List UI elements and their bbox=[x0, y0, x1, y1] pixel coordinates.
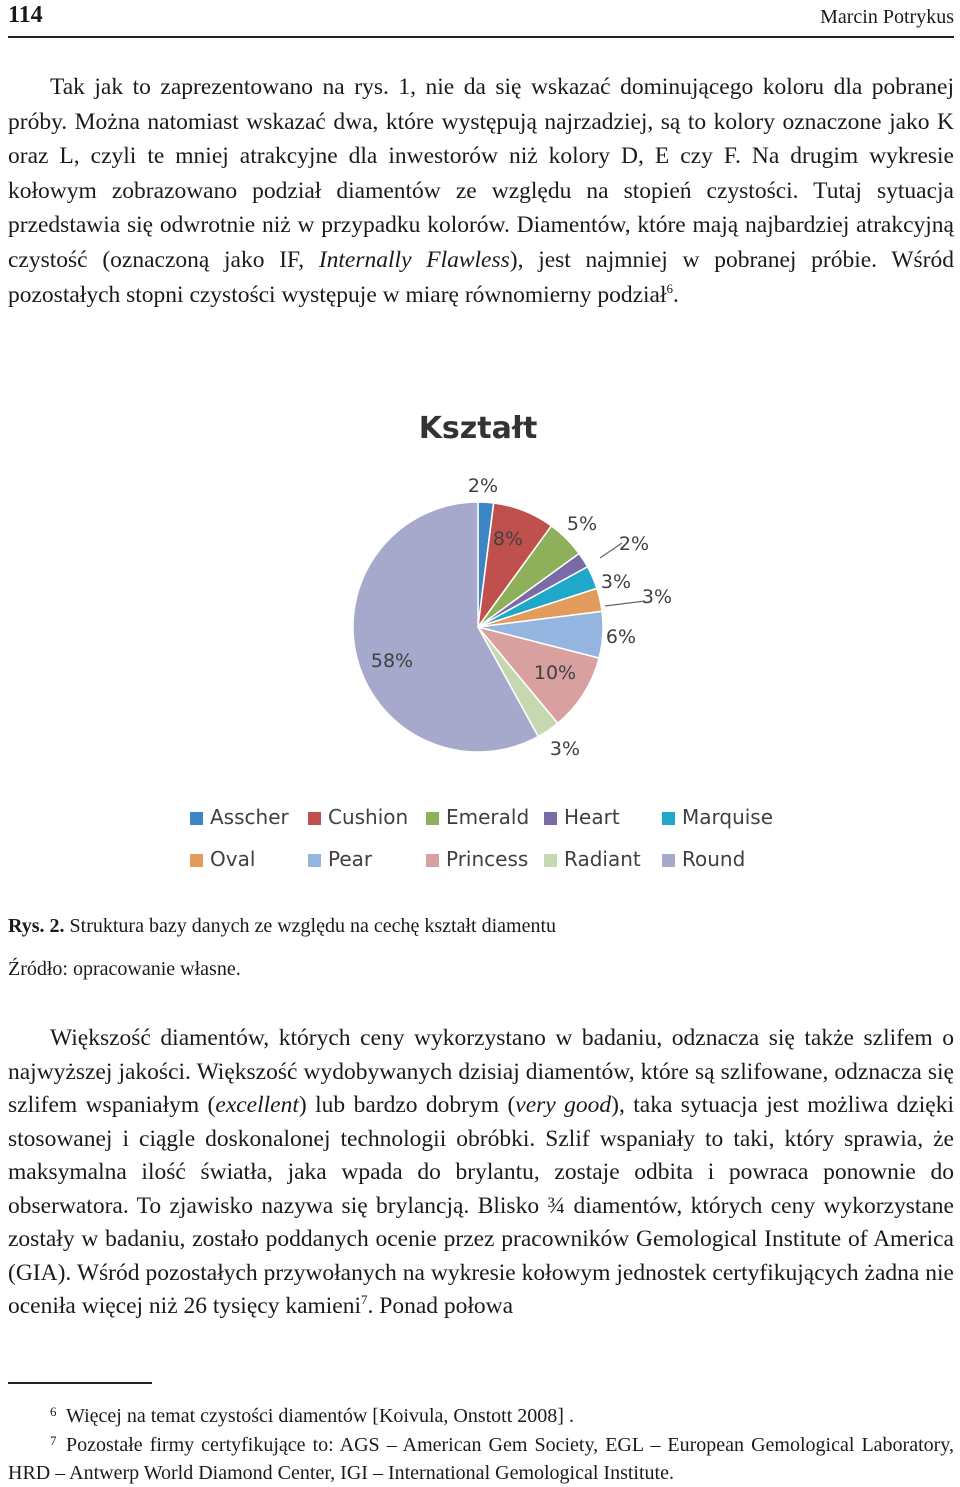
legend-swatch-round bbox=[662, 854, 675, 867]
legend-label-round: Round bbox=[682, 847, 746, 871]
para2-italic-1: excellent bbox=[215, 1092, 299, 1118]
slice-label-emerald: 5% bbox=[566, 513, 598, 535]
chart-title: Kształt bbox=[418, 411, 538, 446]
legend-label-cushion: Cushion bbox=[328, 805, 409, 829]
slice-label-marquise: 3% bbox=[600, 571, 632, 593]
figure-caption-text: Struktura bazy danych ze względu na cechę kształt diamentu bbox=[64, 915, 556, 937]
para1-italic: Internally Flawless bbox=[318, 246, 510, 273]
legend-swatch-emerald bbox=[426, 812, 439, 825]
para2-italic-2: very good bbox=[515, 1092, 612, 1118]
figure-source: Źródło: opracowanie własne. bbox=[8, 958, 241, 980]
legend-label-emerald: Emerald bbox=[446, 805, 530, 829]
figure-label: Rys. 2. bbox=[8, 915, 65, 937]
legend-label-heart: Heart bbox=[564, 805, 620, 829]
para2-text-3: ), taka sytuacja jest możliwa dzięki stosowanej i ciągle doskonalonej technologii obróbki. Szlif wspaniały to taki, który sprawia, że maksymalna ilość światła, jaka wpada do brylantu, zostaje odbita i powraca ponownie do obserwatora. To zjawisko nazywa się brylancją. Blisko ¾ diamentów, których ceny wykorzystane zostały w badaniu, zostało poddanych ocenie przez pracowników Gemological Institute of America (GIA). Wśród pozostałych przywołanych na wykresie kołowym jednostek certyfikujących żadna nie oceniła więcej niż 26 tysięcy kamieni bbox=[8, 1092, 954, 1319]
slice-label-asscher: 2% bbox=[467, 475, 499, 497]
legend-swatch-heart bbox=[544, 812, 557, 825]
footnote-ref-7[interactable]: 7 bbox=[361, 1292, 368, 1308]
footnote-mark-6: 6 bbox=[50, 1404, 57, 1419]
legend-swatch-oval bbox=[190, 854, 203, 867]
footnote-separator bbox=[8, 1382, 152, 1384]
legend-label-asscher: Asscher bbox=[210, 805, 289, 829]
footnote-text-6: Więcej na temat czystości diamentów [Koivula, Onstott 2008] . bbox=[66, 1405, 574, 1427]
footnote-7 bbox=[8, 1427, 954, 1487]
paragraph-colors-clarity bbox=[8, 70, 954, 312]
slice-label-heart: 2% bbox=[618, 533, 650, 555]
running-author: Marcin Potrykus bbox=[820, 6, 954, 28]
legend-swatch-princess bbox=[426, 854, 439, 867]
page-number: 114 bbox=[8, 2, 43, 28]
legend-swatch-radiant bbox=[544, 854, 557, 867]
slice-label-pear: 6% bbox=[605, 626, 637, 648]
legend-label-princess: Princess bbox=[446, 847, 529, 871]
slice-label-cushion: 8% bbox=[492, 528, 524, 550]
slice-label-radiant: 3% bbox=[549, 738, 581, 760]
legend-swatch-cushion bbox=[308, 812, 321, 825]
slice-label-round: 58% bbox=[370, 650, 414, 672]
legend-swatch-marquise bbox=[662, 812, 675, 825]
para2-text-1: Większość diamentów, których ceny wykorzystano w badaniu, odznacza się także szlifem o najwyższej jakości. Większość wydobywanych dzisiaj diamentów, które są szlifowane, odznacza się szlifem wspaniałym ( bbox=[8, 1025, 954, 1118]
slice-label-oval: 3% bbox=[641, 586, 673, 608]
para1-text-b: ), jest najmniej w pobranej próbie. Wśród pozostałych stopni czystości występuje w miarę równomierny podział bbox=[8, 246, 954, 308]
para1-text-a: Tak jak to zaprezentowano na rys. 1, nie da się wskazać dominującego koloru dla pobranej próby. Można natomiast wskazać dwa, które występują najrzadziej, są to kolory oznaczone jako K oraz L, czyli te mniej atrakcyjne dla inwestorów niż kolory D, E czy F. Na drugim wykresie kołowym zobrazowano podział diamentów ze względu na stopień czystości. Tutaj sytuacja przedstawia się odwrotnie niż w przypadku kolorów. Diamentów, które mają najbardziej atrakcyjną czystość (oznaczoną jako IF, bbox=[8, 74, 954, 273]
legend-label-marquise: Marquise bbox=[682, 805, 774, 829]
para1-text-c: . bbox=[673, 281, 679, 308]
pie-chart-svg bbox=[160, 395, 800, 895]
shape-pie-chart bbox=[160, 395, 800, 895]
figure-caption bbox=[8, 915, 556, 938]
para2-text-4: . Ponad połowa bbox=[367, 1293, 514, 1319]
legend-label-radiant: Radiant bbox=[564, 847, 641, 871]
footnote-text-7: Pozostałe firmy certyfikujące to: AGS – American Gem Society, EGL – European Gemological Laboratory, HRD – Antwerp World Diamond Center, IGI – International Gemological Institute. bbox=[8, 1434, 954, 1484]
legend-label-pear: Pear bbox=[328, 847, 373, 871]
leader-line-oval bbox=[605, 601, 645, 606]
legend-label-oval: Oval bbox=[210, 847, 256, 871]
footnote-ref-6[interactable]: 6 bbox=[666, 280, 673, 296]
footnote-6 bbox=[8, 1398, 954, 1430]
running-header bbox=[8, 0, 954, 38]
legend-swatch-pear bbox=[308, 854, 321, 867]
footnote-mark-7: 7 bbox=[50, 1433, 57, 1448]
para2-text-2: ) lub bardzo dobrym ( bbox=[298, 1092, 516, 1118]
legend-swatch-asscher bbox=[190, 812, 203, 825]
slice-label-princess: 10% bbox=[533, 662, 577, 684]
paragraph-cut-quality bbox=[8, 1022, 954, 1324]
